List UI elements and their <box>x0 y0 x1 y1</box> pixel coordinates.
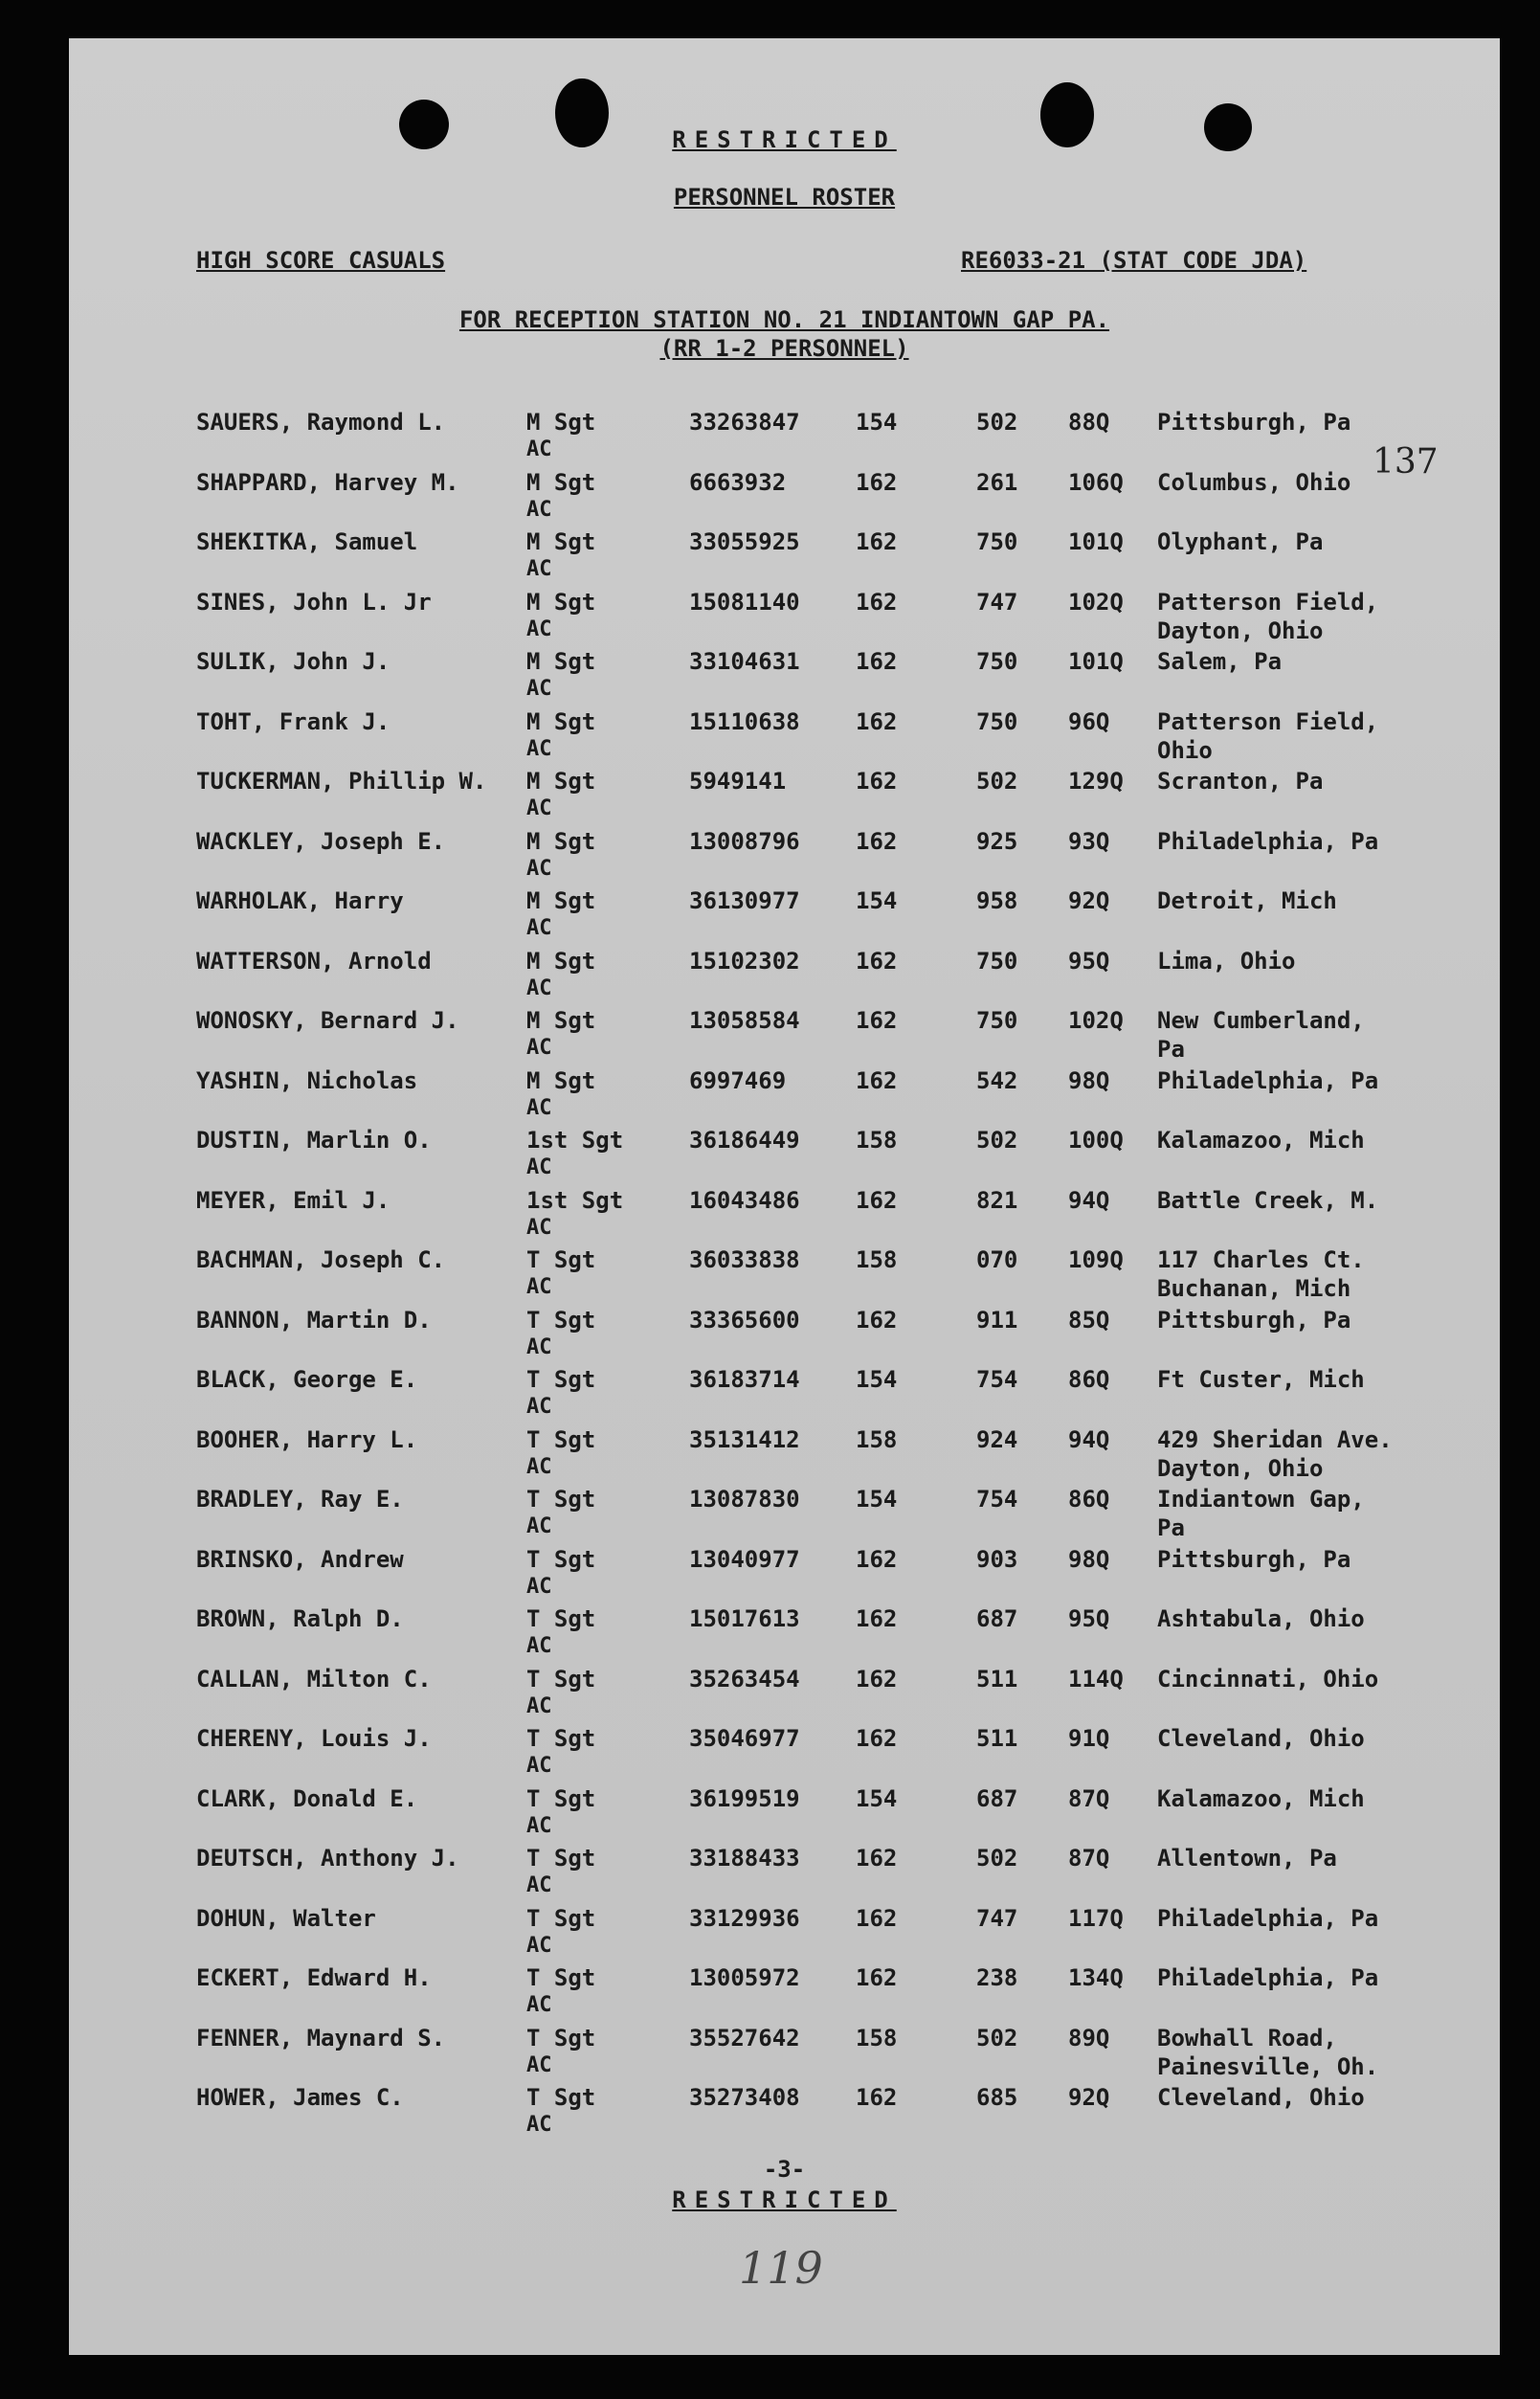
cell-mos: 162 <box>856 2084 898 2111</box>
cell-branch: AC <box>526 1634 552 1658</box>
cell-serial: 35131412 <box>689 1425 800 1453</box>
cell-mos: 158 <box>856 1246 898 1273</box>
cell-serial: 35046977 <box>689 1725 800 1752</box>
table-row <box>69 1246 1500 1304</box>
table-row <box>69 828 1500 886</box>
roster-title: PERSONNEL ROSTER <box>673 184 896 211</box>
cell-serial: 15017613 <box>689 1605 800 1632</box>
cell-mos: 162 <box>856 1904 898 1932</box>
table-row <box>69 1187 1500 1244</box>
cell-home1: Allentown, Pa <box>1157 1845 1337 1872</box>
table-row <box>69 1725 1500 1782</box>
cell-name: SHEKITKA, Samuel <box>196 528 418 555</box>
cell-code: 100Q <box>1068 1127 1124 1154</box>
cell-score: 754 <box>976 1366 1018 1393</box>
cell-mos: 162 <box>856 947 898 975</box>
table-row <box>69 1785 1500 1843</box>
cell-name: DUSTIN, Marlin O. <box>196 1127 432 1154</box>
cell-mos: 162 <box>856 707 898 735</box>
table-row <box>69 1546 1500 1603</box>
table-row <box>69 648 1500 706</box>
cell-score: 821 <box>976 1186 1018 1214</box>
cell-code: 91Q <box>1068 1725 1110 1752</box>
cell-mos: 162 <box>856 1605 898 1632</box>
cell-home1: Philadelphia, Pa <box>1157 1066 1379 1094</box>
cell-branch: AC <box>526 1454 552 1479</box>
cell-serial: 13008796 <box>689 827 800 855</box>
cell-code: 93Q <box>1068 827 1110 855</box>
table-row <box>69 589 1500 646</box>
cell-serial: 33365600 <box>689 1306 800 1334</box>
cell-score: 685 <box>976 2084 1018 2111</box>
cell-rank: M Sgt <box>526 887 596 914</box>
cell-home2: Dayton, Ohio <box>1157 1454 1324 1482</box>
cell-mos: 154 <box>856 1486 898 1513</box>
cell-rank: M Sgt <box>526 528 596 555</box>
table-row <box>69 887 1500 945</box>
cell-name: HOWER, James C. <box>196 2084 404 2111</box>
handwritten-number: 119 <box>739 2242 823 2294</box>
table-row <box>69 1666 1500 1723</box>
cell-serial: 13058584 <box>689 1007 800 1034</box>
cell-rank: M Sgt <box>526 588 596 616</box>
cell-rank: M Sgt <box>526 468 596 496</box>
cell-code: 101Q <box>1068 528 1124 555</box>
cell-branch: AC <box>526 2113 552 2137</box>
cell-serial: 36033838 <box>689 1246 800 1273</box>
cell-home2: Painesville, Oh. <box>1157 2052 1379 2080</box>
cell-serial: 13005972 <box>689 1964 800 1991</box>
cell-home1: Detroit, Mich <box>1157 887 1337 914</box>
table-row <box>69 469 1500 527</box>
cell-code: 98Q <box>1068 1545 1110 1573</box>
page-number: -3- <box>763 2156 806 2183</box>
cell-branch: AC <box>526 736 552 761</box>
cell-name: BANNON, Martin D. <box>196 1306 432 1334</box>
cell-mos: 154 <box>856 887 898 914</box>
cell-score: 747 <box>976 588 1018 616</box>
cell-code: 95Q <box>1068 1605 1110 1632</box>
destination: FOR RECEPTION STATION NO. 21 INDIANTOWN GAP PA. <box>458 306 1110 333</box>
cell-home1: Olyphant, Pa <box>1157 528 1324 555</box>
cell-name: SAUERS, Raymond L. <box>196 409 446 436</box>
cell-serial: 36199519 <box>689 1784 800 1812</box>
cell-mos: 158 <box>856 1425 898 1453</box>
table-row <box>69 1905 1500 1962</box>
cell-branch: AC <box>526 1395 552 1419</box>
cell-branch: AC <box>526 1036 552 1060</box>
table-row <box>69 1007 1500 1065</box>
cell-serial: 35273408 <box>689 2084 800 2111</box>
cell-mos: 162 <box>856 468 898 496</box>
cell-branch: AC <box>526 1574 552 1599</box>
table-row <box>69 1426 1500 1484</box>
cell-rank: 1st Sgt <box>526 1186 624 1214</box>
cell-home1: New Cumberland, <box>1157 1007 1365 1034</box>
cell-name: BRADLEY, Ray E. <box>196 1486 404 1513</box>
cell-score: 747 <box>976 1904 1018 1932</box>
cell-code: 96Q <box>1068 707 1110 735</box>
cell-home1: Kalamazoo, Mich <box>1157 1784 1365 1812</box>
cell-mos: 162 <box>856 1186 898 1214</box>
table-row <box>69 708 1500 766</box>
cell-code: 88Q <box>1068 409 1110 436</box>
cell-home2: Dayton, Ohio <box>1157 617 1324 644</box>
cell-mos: 154 <box>856 1784 898 1812</box>
table-row <box>69 1127 1500 1184</box>
cell-name: CALLAN, Milton C. <box>196 1665 432 1693</box>
cell-code: 102Q <box>1068 588 1124 616</box>
cell-mos: 162 <box>856 1306 898 1334</box>
cell-rank: T Sgt <box>526 1425 596 1453</box>
cell-rank: M Sgt <box>526 648 596 675</box>
cell-score: 925 <box>976 827 1018 855</box>
cell-score: 750 <box>976 528 1018 555</box>
cell-branch: AC <box>526 1873 552 1897</box>
cell-branch: AC <box>526 1215 552 1240</box>
cell-rank: T Sgt <box>526 1306 596 1334</box>
cell-rank: T Sgt <box>526 1366 596 1393</box>
cell-code: 117Q <box>1068 1904 1124 1932</box>
cell-branch: AC <box>526 796 552 820</box>
cell-score: 502 <box>976 1845 1018 1872</box>
cell-rank: M Sgt <box>526 947 596 975</box>
cell-serial: 16043486 <box>689 1186 800 1214</box>
cell-code: 87Q <box>1068 1845 1110 1872</box>
cell-score: 750 <box>976 947 1018 975</box>
cell-home1: Pittsburgh, Pa <box>1157 1545 1351 1573</box>
cell-home1: Philadelphia, Pa <box>1157 1964 1379 1991</box>
cell-serial: 35527642 <box>689 2024 800 2051</box>
cell-home2: Ohio <box>1157 736 1213 764</box>
cell-branch: AC <box>526 1754 552 1778</box>
table-row <box>69 948 1500 1005</box>
cell-home1: Patterson Field, <box>1157 707 1379 735</box>
cell-code: 92Q <box>1068 2084 1110 2111</box>
cell-branch: AC <box>526 557 552 581</box>
cell-rank: T Sgt <box>526 1784 596 1812</box>
cell-branch: AC <box>526 497 552 522</box>
cell-name: YASHIN, Nicholas <box>196 1066 418 1094</box>
table-row <box>69 528 1500 586</box>
cell-code: 95Q <box>1068 947 1110 975</box>
cell-serial: 13087830 <box>689 1486 800 1513</box>
cell-rank: M Sgt <box>526 409 596 436</box>
cell-serial: 36186449 <box>689 1127 800 1154</box>
cell-name: BACHMAN, Joseph C. <box>196 1246 446 1273</box>
cell-branch: AC <box>526 1993 552 2017</box>
cell-rank: M Sgt <box>526 707 596 735</box>
cell-name: BOOHER, Harry L. <box>196 1425 418 1453</box>
cell-score: 261 <box>976 468 1018 496</box>
cell-code: 101Q <box>1068 648 1124 675</box>
cell-home1: 429 Sheridan Ave. <box>1157 1425 1393 1453</box>
group-title: HIGH SCORE CASUALS <box>196 247 446 274</box>
classification-top: RESTRICTED <box>672 126 897 153</box>
cell-branch: AC <box>526 2052 552 2077</box>
cell-score: 502 <box>976 409 1018 436</box>
cell-rank: M Sgt <box>526 768 596 795</box>
cell-score: 750 <box>976 648 1018 675</box>
cell-home1: Ashtabula, Ohio <box>1157 1605 1365 1632</box>
cell-mos: 154 <box>856 409 898 436</box>
table-row <box>69 2025 1500 2082</box>
cell-code: 114Q <box>1068 1665 1124 1693</box>
cell-mos: 162 <box>856 1545 898 1573</box>
cell-name: SULIK, John J. <box>196 648 391 675</box>
cell-code: 94Q <box>1068 1425 1110 1453</box>
cell-home1: Philadelphia, Pa <box>1157 1904 1379 1932</box>
cell-home1: Pittsburgh, Pa <box>1157 1306 1351 1334</box>
table-row <box>69 1067 1500 1125</box>
stat-code: RE6033-21 (STAT CODE JDA) <box>961 247 1307 274</box>
table-row <box>69 1845 1500 1902</box>
cell-branch: AC <box>526 856 552 881</box>
cell-mos: 154 <box>856 1366 898 1393</box>
classification-bottom: RESTRICTED <box>672 2186 897 2213</box>
cell-rank: M Sgt <box>526 827 596 855</box>
cell-branch: AC <box>526 437 552 461</box>
cell-score: 502 <box>976 768 1018 795</box>
cell-score: 502 <box>976 1127 1018 1154</box>
document-page <box>69 38 1500 2355</box>
cell-branch: AC <box>526 1514 552 1538</box>
cell-home1: Pittsburgh, Pa <box>1157 409 1351 436</box>
cell-mos: 162 <box>856 1725 898 1752</box>
cell-home1: Salem, Pa <box>1157 648 1283 675</box>
cell-rank: T Sgt <box>526 2024 596 2051</box>
cell-mos: 158 <box>856 2024 898 2051</box>
cell-score: 238 <box>976 1964 1018 1991</box>
table-row <box>69 1605 1500 1663</box>
cell-name: ECKERT, Edward H. <box>196 1964 432 1991</box>
cell-rank: T Sgt <box>526 1545 596 1573</box>
cell-score: 542 <box>976 1066 1018 1094</box>
cell-score: 911 <box>976 1306 1018 1334</box>
cell-name: WARHOLAK, Harry <box>196 887 404 914</box>
cell-home1: Philadelphia, Pa <box>1157 827 1379 855</box>
cell-code: 89Q <box>1068 2024 1110 2051</box>
cell-mos: 162 <box>856 1665 898 1693</box>
cell-serial: 6663932 <box>689 468 787 496</box>
cell-rank: T Sgt <box>526 1665 596 1693</box>
cell-rank: T Sgt <box>526 1964 596 1991</box>
cell-name: SINES, John L. Jr <box>196 588 432 616</box>
cell-serial: 36130977 <box>689 887 800 914</box>
cell-serial: 5949141 <box>689 768 787 795</box>
cell-score: 903 <box>976 1545 1018 1573</box>
cell-branch: AC <box>526 975 552 1000</box>
cell-mos: 162 <box>856 1007 898 1034</box>
cell-rank: M Sgt <box>526 1007 596 1034</box>
table-row <box>69 2084 1500 2141</box>
cell-branch: AC <box>526 677 552 701</box>
cell-branch: AC <box>526 1275 552 1299</box>
table-row <box>69 1964 1500 2022</box>
cell-home1: Battle Creek, M. <box>1157 1186 1379 1214</box>
cell-name: WACKLEY, Joseph E. <box>196 827 446 855</box>
cell-score: 502 <box>976 2024 1018 2051</box>
cell-score: 750 <box>976 707 1018 735</box>
table-row <box>69 1486 1500 1543</box>
cell-score: 687 <box>976 1605 1018 1632</box>
cell-home1: Indiantown Gap, <box>1157 1486 1365 1513</box>
cell-code: 129Q <box>1068 768 1124 795</box>
cell-rank: T Sgt <box>526 1845 596 1872</box>
cell-name: WONOSKY, Bernard J. <box>196 1007 459 1034</box>
cell-mos: 162 <box>856 648 898 675</box>
cell-serial: 35263454 <box>689 1665 800 1693</box>
cell-name: SHAPPARD, Harvey M. <box>196 468 459 496</box>
cell-score: 070 <box>976 1246 1018 1273</box>
cell-home1: Bowhall Road, <box>1157 2024 1337 2051</box>
cell-serial: 15102302 <box>689 947 800 975</box>
cell-mos: 162 <box>856 588 898 616</box>
cell-rank: T Sgt <box>526 1605 596 1632</box>
cell-mos: 162 <box>856 1845 898 1872</box>
table-row <box>69 1307 1500 1364</box>
cell-code: 109Q <box>1068 1246 1124 1273</box>
table-row <box>69 768 1500 825</box>
cell-rank: T Sgt <box>526 1246 596 1273</box>
cell-home2: Pa <box>1157 1036 1185 1063</box>
cell-home1: Cleveland, Ohio <box>1157 1725 1365 1752</box>
cell-serial: 15081140 <box>689 588 800 616</box>
cell-rank: T Sgt <box>526 2084 596 2111</box>
cell-home1: Kalamazoo, Mich <box>1157 1127 1365 1154</box>
cell-score: 750 <box>976 1007 1018 1034</box>
cell-rank: 1st Sgt <box>526 1127 624 1154</box>
cell-home1: Scranton, Pa <box>1157 768 1324 795</box>
cell-rank: M Sgt <box>526 1066 596 1094</box>
stamp-number: 137 <box>1373 442 1439 482</box>
cell-rank: T Sgt <box>526 1486 596 1513</box>
cell-mos: 162 <box>856 528 898 555</box>
cell-branch: AC <box>526 1933 552 1958</box>
cell-home1: Patterson Field, <box>1157 588 1379 616</box>
cell-score: 754 <box>976 1486 1018 1513</box>
cell-score: 958 <box>976 887 1018 914</box>
cell-score: 687 <box>976 1784 1018 1812</box>
cell-mos: 162 <box>856 1964 898 1991</box>
cell-name: BROWN, Ralph D. <box>196 1605 404 1632</box>
cell-home1: Cleveland, Ohio <box>1157 2084 1365 2111</box>
cell-mos: 162 <box>856 768 898 795</box>
cell-serial: 33055925 <box>689 528 800 555</box>
cell-branch: AC <box>526 1095 552 1120</box>
cell-mos: 162 <box>856 1066 898 1094</box>
cell-serial: 33263847 <box>689 409 800 436</box>
cell-score: 924 <box>976 1425 1018 1453</box>
cell-serial: 36183714 <box>689 1366 800 1393</box>
cell-branch: AC <box>526 1813 552 1838</box>
cell-mos: 162 <box>856 827 898 855</box>
cell-code: 106Q <box>1068 468 1124 496</box>
cell-serial: 15110638 <box>689 707 800 735</box>
cell-code: 85Q <box>1068 1306 1110 1334</box>
table-row <box>69 409 1500 466</box>
cell-code: 134Q <box>1068 1964 1124 1991</box>
cell-mos: 158 <box>856 1127 898 1154</box>
cell-branch: AC <box>526 617 552 641</box>
cell-branch: AC <box>526 1693 552 1718</box>
cell-code: 94Q <box>1068 1186 1110 1214</box>
cell-home1: 117 Charles Ct. <box>1157 1246 1365 1273</box>
cell-name: FENNER, Maynard S. <box>196 2024 446 2051</box>
cell-name: DOHUN, Walter <box>196 1904 376 1932</box>
cell-name: BRINSKO, Andrew <box>196 1545 404 1573</box>
cell-home1: Columbus, Ohio <box>1157 468 1351 496</box>
cell-rank: T Sgt <box>526 1725 596 1752</box>
cell-name: DEUTSCH, Anthony J. <box>196 1845 459 1872</box>
cell-home1: Lima, Ohio <box>1157 947 1296 975</box>
cell-home2: Buchanan, Mich <box>1157 1275 1351 1302</box>
table-row <box>69 1366 1500 1424</box>
cell-name: CLARK, Donald E. <box>196 1784 418 1812</box>
cell-score: 511 <box>976 1665 1018 1693</box>
cell-branch: AC <box>526 1334 552 1359</box>
cell-branch: AC <box>526 1155 552 1179</box>
cell-name: TUCKERMAN, Phillip W. <box>196 768 487 795</box>
cell-serial: 33129936 <box>689 1904 800 1932</box>
cell-rank: T Sgt <box>526 1904 596 1932</box>
cell-serial: 6997469 <box>689 1066 787 1094</box>
cell-serial: 33104631 <box>689 648 800 675</box>
cell-code: 87Q <box>1068 1784 1110 1812</box>
cell-name: WATTERSON, Arnold <box>196 947 432 975</box>
cell-serial: 13040977 <box>689 1545 800 1573</box>
cell-name: BLACK, George E. <box>196 1366 418 1393</box>
cell-code: 86Q <box>1068 1486 1110 1513</box>
cell-code: 102Q <box>1068 1007 1124 1034</box>
cell-name: CHERENY, Louis J. <box>196 1725 432 1752</box>
sub-heading: (RR 1-2 PERSONNEL) <box>659 335 909 362</box>
cell-name: MEYER, Emil J. <box>196 1186 391 1214</box>
cell-serial: 33188433 <box>689 1845 800 1872</box>
cell-name: TOHT, Frank J. <box>196 707 391 735</box>
cell-home2: Pa <box>1157 1514 1185 1541</box>
cell-score: 511 <box>976 1725 1018 1752</box>
cell-branch: AC <box>526 916 552 940</box>
cell-code: 92Q <box>1068 887 1110 914</box>
cell-home1: Cincinnati, Ohio <box>1157 1665 1379 1693</box>
cell-code: 98Q <box>1068 1066 1110 1094</box>
cell-code: 86Q <box>1068 1366 1110 1393</box>
cell-home1: Ft Custer, Mich <box>1157 1366 1365 1393</box>
